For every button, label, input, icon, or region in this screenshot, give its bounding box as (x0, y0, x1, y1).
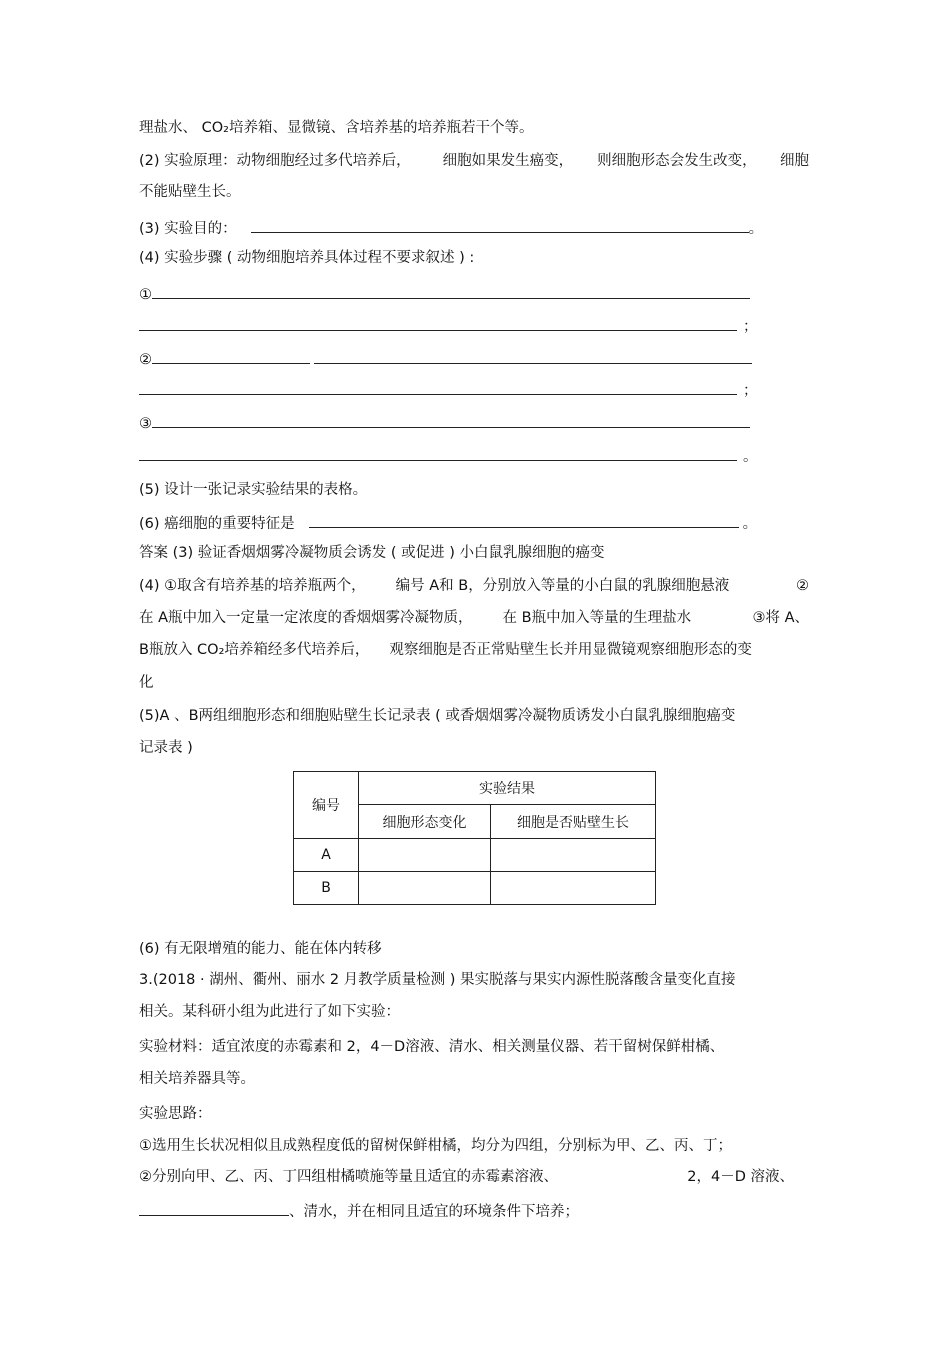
answer-blank[interactable] (139, 316, 737, 331)
text-line: 。 (139, 446, 758, 466)
question-line: 实验思路： (139, 1106, 212, 1122)
table-row-label: A (294, 839, 359, 872)
table-cell[interactable] (491, 872, 656, 905)
text-line: ； (139, 316, 758, 336)
answer-line: (5)A 、B两组细胞形态和细胞贴壁生长记录表 ( 或香烟烟雾冷凝物质诱发小白鼠乳腺细胞癌变 (139, 708, 736, 724)
question-line: ②分别向甲、乙、丙、丁四组柑橘喷施等量且适宜的赤霉素溶液、 2，4－D 溶液、 (139, 1169, 794, 1185)
answer-line: (4) ①取含有培养基的培养瓶两个， 编号 A和 B，分别放入等量的小白鼠的乳腺细胞悬液 ② (139, 578, 809, 594)
answer-blank[interactable] (152, 413, 750, 428)
text-line: 不能贴壁生长。 (139, 184, 241, 200)
table-row-label: B (294, 872, 359, 905)
table-cell[interactable] (359, 839, 491, 872)
question-line: 相关培养器具等。 (139, 1071, 255, 1087)
answer-line: 在 A瓶中加入一定量一定浓度的香烟烟雾冷凝物质， 在 B瓶中加入等量的生理盐水 ③将 A、 (139, 610, 809, 626)
text-line: (4) 实验步骤 ( 动物细胞培养具体过程不要求叙述 ) : (139, 250, 475, 266)
answer-blank[interactable] (139, 1201, 289, 1216)
table-subheader: 细胞是否贴壁生长 (491, 805, 656, 839)
step-2: ② (139, 349, 752, 369)
answer-line: (6) 有无限增殖的能力、能在体内转移 (139, 941, 382, 957)
table-cell[interactable] (491, 839, 656, 872)
text-line: (2) 实验原理：动物细胞经过多代培养后， 细胞如果发生癌变， 则细胞形态会发生改变， 细胞 (139, 153, 809, 169)
answer-line: 化 (139, 675, 154, 691)
question-line: 相关。某科研小组为此进行了如下实验： (139, 1004, 400, 1020)
table-subheader: 细胞形态变化 (359, 805, 491, 839)
answer-line: 记录表 ) (139, 740, 193, 756)
question-line: 、清水，并在相同且适宜的环境条件下培养； (139, 1201, 579, 1221)
step-3: ③ (139, 413, 750, 433)
answer-blank[interactable] (314, 349, 752, 364)
answer-blank[interactable] (309, 513, 739, 528)
table-header-result: 实验结果 (359, 772, 656, 805)
text-line: 理盐水、 CO₂培养箱、显微镜、含培养基的培养瓶若干个等。 (139, 120, 534, 136)
text-line: (5) 设计一张记录实验结果的表格。 (139, 482, 368, 498)
answer-line: B瓶放入 CO₂培养箱经多代培养后， 观察细胞是否正常贴壁生长并用显微镜观察细胞形态的变 (139, 642, 752, 658)
answer-blank[interactable] (139, 446, 737, 461)
answer-blank[interactable] (152, 349, 310, 364)
answer-blank[interactable] (251, 218, 749, 233)
table-row (294, 839, 656, 872)
question-line: 3.(2018 · 湖州、衢州、丽水 2 月教学质量检测 ) 果实脱落与果实内源性脱落酸含量变化直接 (139, 972, 736, 988)
results-table (293, 771, 656, 905)
answer-blank[interactable] (152, 284, 750, 299)
text-line: (6) 癌细胞的重要特征是 。 (139, 513, 757, 533)
table-header-id: 编号 (294, 772, 359, 839)
table-row (294, 872, 656, 905)
step-1: ① (139, 284, 750, 304)
question-line: 实验材料：适宜浓度的赤霉素和 2，4－D溶液、清水、相关测量仪器、若干留树保鲜柑橘、 (139, 1039, 725, 1055)
text-line: (3) 实验目的： 。 (139, 218, 763, 238)
question-line: ①选用生长状况相似且成熟程度低的留树保鲜柑橘，均分为四组，分别标为甲、乙、丙、丁； (139, 1138, 732, 1154)
table-cell[interactable] (359, 872, 491, 905)
answer-blank[interactable] (139, 380, 737, 395)
text-line: ； (139, 380, 758, 400)
answer-line: 答案 (3) 验证香烟烟雾冷凝物质会诱发 ( 或促进 ) 小白鼠乳腺细胞的癌变 (139, 545, 605, 561)
